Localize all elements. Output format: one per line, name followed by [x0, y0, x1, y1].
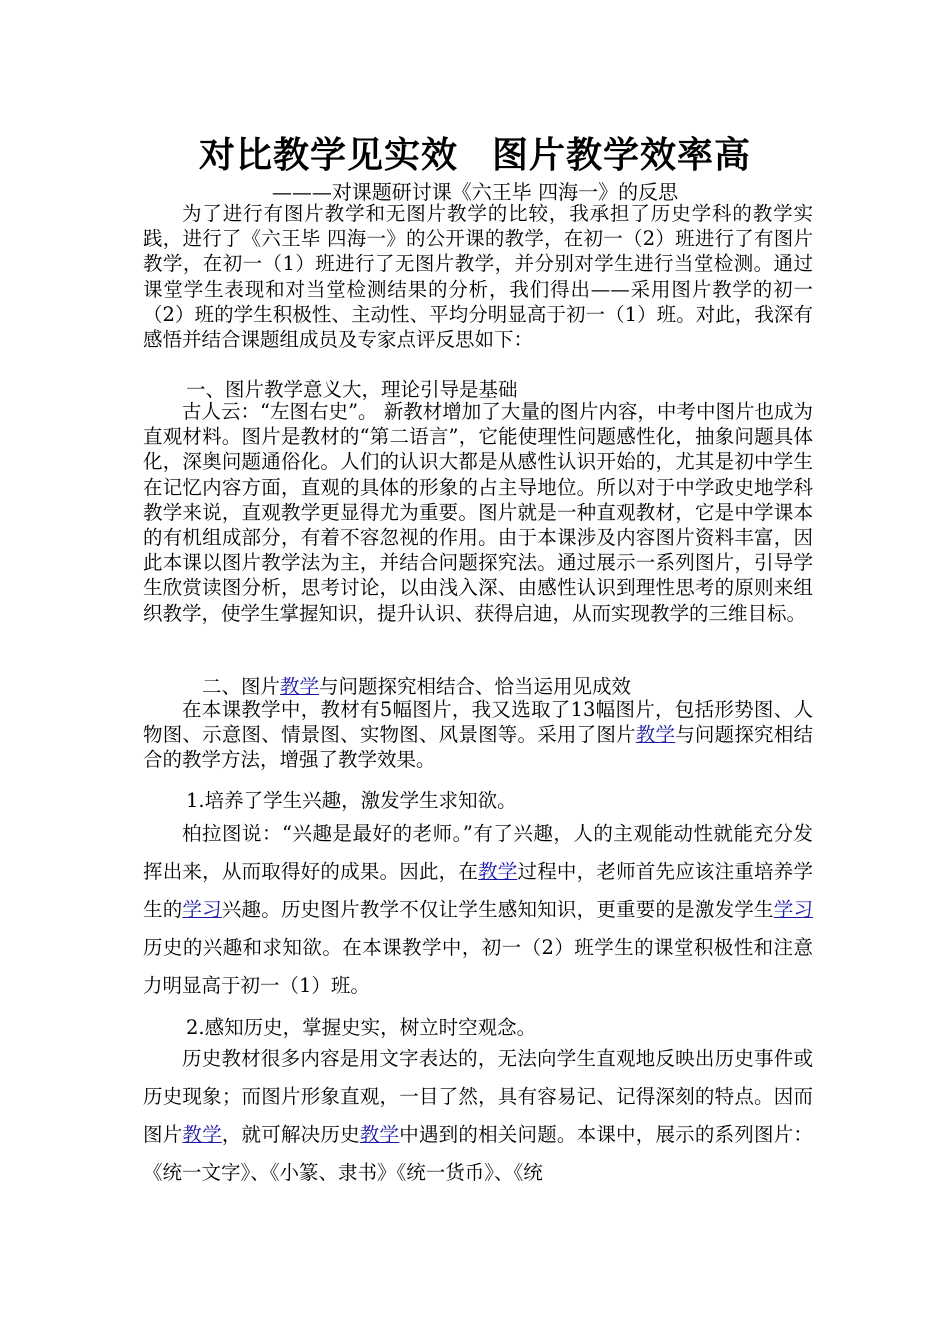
- section-2-heading: [202, 671, 631, 699]
- link-teaching[interactable]: 教学: [280, 675, 320, 698]
- section-1-heading: 一、图片教学意义大，理论引导是基础: [186, 378, 518, 401]
- link-learning[interactable]: 学习: [182, 898, 222, 921]
- point-2-heading: 2.感知历史，掌握史实，树立时空观念。: [186, 1016, 537, 1039]
- point-2-text: 中遇到的相关问题。本课中，展示的系列图片：《统一文字》、《小篆、隶书》《统一货币》、《统: [143, 1123, 813, 1184]
- document-subtitle: ———对课题研讨课《六王毕 四海一》的反思: [271, 180, 679, 204]
- link-teaching[interactable]: 教学: [359, 1123, 400, 1146]
- point-1-text: 兴趣。历史图片教学不仅让学生感知知识，更重要的是激发学生: [221, 898, 774, 921]
- section-2-text: 在本课教学中，教材有5幅图片，我又选取了13幅图片，包括形势图、人物图、示意图、情景图、实物图、风景图等。采用了图片: [143, 698, 813, 747]
- section-1-body-block: [143, 399, 813, 626]
- point-1-heading: 1.培养了学生兴趣，激发学生求知欲。: [186, 789, 517, 812]
- section-2-heading-text: 二、图片: [202, 675, 281, 698]
- intro-paragraph: 为了进行有图片教学和无图片教学的比较，我承担了历史学科的教学实践，进行了《六王毕 四海一》的公开课的教学，在初一（2）班进行了有图片教学，在初一（1）班进行了无图片教学，并分别对学生进行当堂检测。通过课堂学生表现和对当堂检测结果的分析，我们得出——采用图片教学的初一（2）班的学生积极性、主动性、平均分明显高于初一（1）班。对此，我深有感悟并结合课题组成员及专家点评反思如下：: [143, 202, 813, 352]
- title-part-2: 图片教学效率高: [492, 134, 752, 176]
- point-2-paragraph: [143, 1040, 813, 1192]
- point-1-body-block: [143, 815, 813, 1005]
- point-1-text: 历史的兴趣和求知欲。在本课教学中，初一（2）班学生的课堂积极性和注意力明显高于初一（1）班。: [143, 936, 813, 997]
- point-2-text: ，就可解决历史: [221, 1123, 360, 1146]
- link-learning[interactable]: 学习: [773, 898, 813, 921]
- title-part-1: 对比教学见实效: [198, 134, 458, 176]
- link-teaching[interactable]: 教学: [182, 1123, 222, 1146]
- section-2-body-block: [143, 697, 813, 773]
- point-2-text: 历史教材很多内容是用文字表达的，无法向学生直观地反映出历史事件或历史现象；而图片形象直观，一目了然，具有容易记、记得深刻的特点。因而图片: [143, 1047, 813, 1146]
- document-title: [0, 127, 950, 178]
- point-1-text: 柏拉图说：“兴趣是最好的老师。”有了兴趣，人的主观能动性就能充分发挥出来，从而取得好的成果。因此，在: [143, 822, 813, 883]
- link-teaching[interactable]: 教学: [478, 860, 518, 883]
- point-1-text: 过程中，老师首先应该注重培养学生的: [143, 860, 813, 921]
- intro-paragraph-block: [143, 201, 813, 352]
- point-2-body-block: [143, 1040, 813, 1192]
- point-1-paragraph: [143, 815, 813, 1005]
- section-1-paragraph: 古人云：“左图右史”。 新教材增加了大量的图片内容，中考中图片也成为直观材料。图片是教材的“第二语言”，它能使理性问题感性化，抽象问题具体化，深奥问题通俗化。人们的认识大都是从感性认识开始的，尤其是初中学生在记忆内容方面，直观的具体的形象的占主导地位。所以对于中学政史地学科教学来说，直观教学更显得尤为重要。图片就是一种直观教材，它是中学课本的有机组成部分，有着不容忽视的作用。由于本课涉及内容图片资料丰富，因此本课以图片教学法为主，并结合问题探究法。通过展示一系列图片，引导学生欣赏读图分析，思考讨论，以由浅入深、由感性认识到理性思考的原则来组织教学，使学生掌握知识，提升认识、获得启迪，从而实现教学的三维目标。: [143, 400, 813, 625]
- section-2-text-end: 与问题探究相结合的教学方法，增强了教学效果。: [143, 723, 813, 772]
- link-teaching[interactable]: 教学: [635, 723, 676, 747]
- section-2-heading-text-end: 与问题探究相结合、恰当运用见成效: [319, 675, 632, 698]
- section-2-paragraph: [143, 697, 813, 773]
